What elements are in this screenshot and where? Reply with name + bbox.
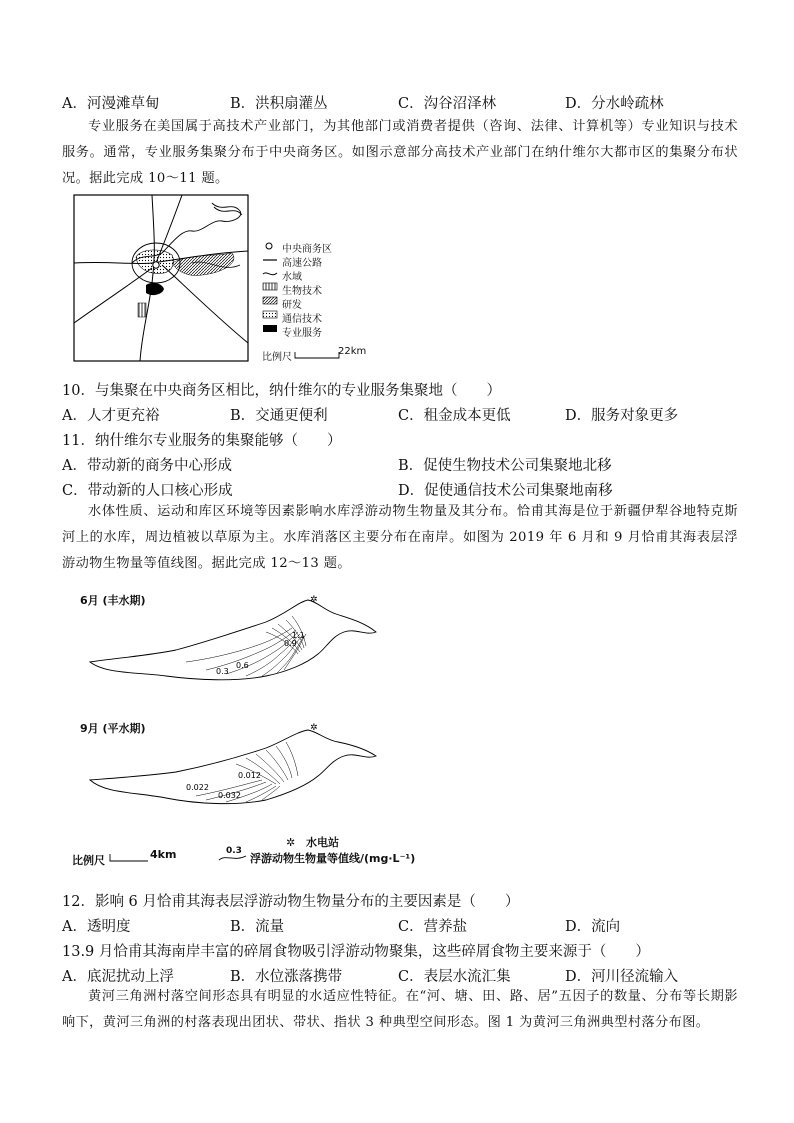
legend-cbd: 中央商务区 xyxy=(282,244,332,255)
station-icon: ✲ xyxy=(286,836,296,849)
passage-3: 黄河三角洲村落空间形态具有明显的水适应性特征。在“河、塘、田、路、居”五因子的数量、分布等长期影响下，黄河三角洲的村落表现出团状、带状、指状 3 种典型空间形态。图 1 为黄河三角洲典型村落分布图。 xyxy=(62,989,738,1030)
q11-options-row2 xyxy=(62,479,742,501)
q11-option-a[interactable]: A．带动新的商务中心形成 xyxy=(62,458,232,474)
q12-option-b[interactable]: B．流量 xyxy=(230,919,285,935)
june-map-title: 6月 (丰水期) xyxy=(80,594,146,607)
svg-text:✲: ✲ xyxy=(310,595,318,605)
isoline-sample-value: 0.3 xyxy=(226,846,242,856)
q9-option-a[interactable]: A．河漫滩草甸 xyxy=(62,96,160,112)
q13-stem: 13.9 月恰甫其海南岸丰富的碎屑食物吸引浮游动物聚集，这些碎屑食物主要来源于（ ） xyxy=(62,944,650,960)
q9-option-b[interactable]: B．洪积扇灌丛 xyxy=(230,96,328,112)
q13-option-c[interactable]: C．表层水流汇集 xyxy=(398,969,511,985)
q10-stem: 10．与集聚在中央商务区相比，纳什维尔的专业服务集聚地（ ） xyxy=(62,383,501,399)
q12-stem: 12．影响 6 月恰甫其海表层浮游动物生物量分布的主要因素是（ ） xyxy=(62,894,520,910)
q13-option-b[interactable]: B．水位涨落携带 xyxy=(230,969,343,985)
q13-option-a[interactable]: A．底泥扰动上浮 xyxy=(62,969,174,985)
legend-professional-service: 专业服务 xyxy=(282,328,322,339)
june-iso-label-1: 0.3 xyxy=(216,667,229,676)
sept-iso-label-3: 0.032 xyxy=(218,791,241,800)
biotech-symbol-icon xyxy=(263,283,277,290)
sept-iso-label-1: 0.012 xyxy=(238,771,261,780)
q11-options-row1 xyxy=(62,454,742,476)
sept-iso-label-2: 0.022 xyxy=(186,783,209,792)
q11-stem: 11．纳什维尔专业服务的集聚能够（ ） xyxy=(62,433,342,449)
legend-station: 水电站 xyxy=(306,836,339,849)
legend-symbols xyxy=(262,240,282,340)
passage-2: 水体性质、运动和库区环境等因素影响水库浮游动物生物量及其分布。恰甫其海是位于新疆伊犁谷地特克斯河上的水库，周边植被以草原为主。水库消落区主要分布在南岸。如图为 2019 年 6 月和 9 月恰甫其海表层浮游动物生物量等值线图。据此完成 12～13 题。 xyxy=(62,504,738,571)
legend-biotech: 生物技术 xyxy=(282,286,322,297)
legend-highway: 高速公路 xyxy=(282,258,322,269)
q12-option-d[interactable]: D．流向 xyxy=(565,919,621,935)
q11-option-c[interactable]: C．带动新的人口核心形成 xyxy=(62,483,233,499)
passage-1: 专业服务在美国属于高技术产业部门，为其他部门或消费者提供（咨询、法律、计算机等）专业知识与技术服务。通常，专业服务集聚分布于中央商务区。如图示意部分高技术产业部门在纳什维尔大都市区的集聚分布状况。据此完成 10～11 题。 xyxy=(62,119,738,186)
q10-option-c[interactable]: C．租金成本更低 xyxy=(398,408,511,424)
q12-options xyxy=(62,915,742,937)
legend-telecom: 通信技术 xyxy=(282,314,322,325)
q10-option-d[interactable]: D．服务对象更多 xyxy=(565,408,679,424)
q13-option-d[interactable]: D．河川径流输入 xyxy=(565,969,679,985)
professional-service-symbol-icon xyxy=(263,325,277,332)
map-scale-value: 22km xyxy=(338,346,367,357)
june-lake-map xyxy=(86,592,386,692)
june-iso-label-4: 1.1 xyxy=(292,631,305,640)
map-scale-bar xyxy=(294,350,344,360)
q12-option-c[interactable]: C．营养盐 xyxy=(398,919,468,935)
sept-map-title: 9月 (平水期) xyxy=(80,722,146,735)
june-iso-label-2: 0.6 xyxy=(236,661,249,670)
legend-water: 水域 xyxy=(282,272,302,283)
research-symbol-icon xyxy=(263,297,277,304)
legend-research: 研发 xyxy=(282,300,302,311)
telecom-symbol-icon xyxy=(263,311,277,318)
lake-scale-value: 4km xyxy=(150,848,177,861)
lake-scale-label: 比例尺 xyxy=(72,854,105,867)
q10-options xyxy=(62,404,742,426)
q10-option-a[interactable]: A．人才更充裕 xyxy=(62,408,160,424)
svg-text:✲: ✲ xyxy=(310,723,318,733)
cbd-symbol-icon xyxy=(266,243,272,249)
water-symbol-icon xyxy=(263,273,277,275)
legend-isoline: 浮游动物生物量等值线/(mg·L⁻¹) xyxy=(250,852,416,865)
q9-option-d[interactable]: D．分水岭疏林 xyxy=(565,96,664,112)
map-scale-label: 比例尺 xyxy=(262,352,292,363)
sept-lake-map xyxy=(86,720,386,820)
q10-option-b[interactable]: B．交通更便利 xyxy=(230,408,328,424)
q9-options xyxy=(62,92,742,114)
map-legend xyxy=(262,240,392,370)
q12-option-a[interactable]: A．透明度 xyxy=(62,919,131,935)
q11-option-b[interactable]: B．促使生物技术公司集聚地北移 xyxy=(398,458,612,474)
june-iso-label-3: 0.9 xyxy=(284,639,297,648)
q11-option-d[interactable]: D．促使通信技术公司集聚地南移 xyxy=(398,483,613,499)
q9-option-c[interactable]: C．沟谷沼泽林 xyxy=(398,96,497,112)
